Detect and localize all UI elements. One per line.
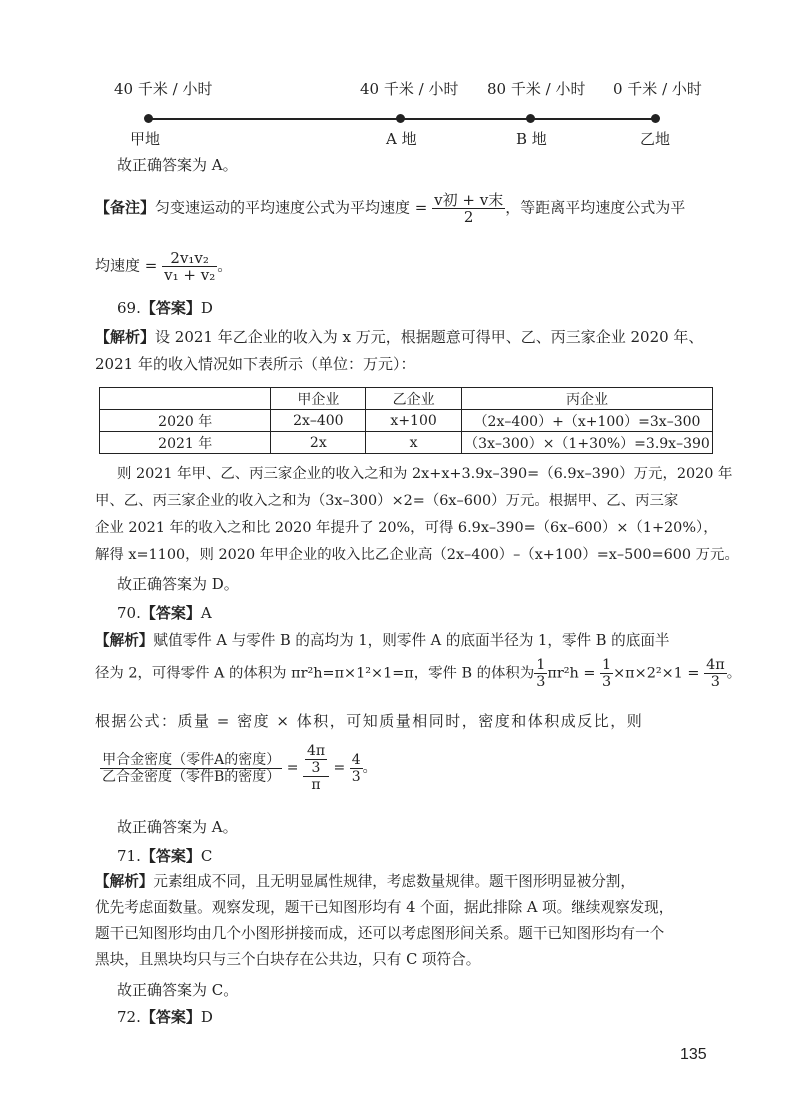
- q70-analysis-line3: 根据公式：质量 = 密度 × 体积，可知质量相同时，密度和体积成反比，则: [95, 712, 644, 730]
- note-text3: 均速度 =: [95, 256, 158, 275]
- density-ratio-equation: [100, 743, 377, 793]
- q69-para-line3: 企业 2021 年的收入之和比 2020 年提升了 20%，可得 6.9x–390=（6x–600）×（1+20%），: [95, 520, 718, 536]
- q70-volume-b: πr²h =: [547, 665, 596, 682]
- q71-analysis-line3: 题干已知图形均由几个小图形拼接而成，还可以考虑图形间关系。题干已知图形均有一个: [95, 925, 665, 942]
- table-header-cell: 甲企业: [271, 388, 366, 410]
- fraction-denominator: 3: [311, 760, 321, 776]
- one-third-fraction: [534, 657, 547, 690]
- table-cell: 2020 年: [100, 410, 271, 432]
- note-text: 匀变速运动的平均速度公式为平均速度 =: [155, 198, 428, 217]
- table-cell: x+100: [366, 410, 462, 432]
- q72-answer-tag: 【答案】: [140, 1008, 201, 1026]
- q69-para-line1: 则 2021 年甲、乙、丙三家企业的收入之和为 2x+x+3.9x–390=（6.9x–390）万元，2020 年: [117, 466, 733, 482]
- q70-conclusion: 故正确答案为 A。: [117, 818, 238, 836]
- equation-end: 。: [362, 760, 377, 776]
- four-pi-third-fraction: [305, 743, 327, 776]
- q69-analysis-line1: [95, 328, 703, 346]
- q70-answer-tag: 【答案】: [140, 604, 201, 622]
- q71-analysis-text: 元素组成不同，且无明显属性规律，考虑数量规律。题干图形明显被分割，: [153, 873, 635, 890]
- table-header-cell: 丙企业: [461, 388, 712, 410]
- table-header-row: [100, 388, 713, 410]
- q71-number: 71.: [117, 847, 141, 865]
- avg-speed-numerator: v初 + v末: [434, 191, 504, 209]
- fraction-denominator: 3: [601, 674, 612, 690]
- q71-answer: C: [200, 847, 213, 865]
- fraction-numerator: 1: [601, 657, 612, 673]
- point-marker-a: [396, 114, 405, 123]
- note-text2: ，等距离平均速度公式为平: [505, 198, 686, 217]
- table-header-cell: 乙企业: [366, 388, 462, 410]
- density-ratio-numerator: 甲合金密度（零件A的密度）: [100, 752, 282, 769]
- q70-volume-a: 径为 2，可得零件 A 的体积为 πr²h=π×1²×1=π，零件 B 的体积为: [95, 665, 535, 682]
- point-label-a: A 地: [386, 130, 417, 148]
- q71-analysis-tag: 【解析】: [95, 873, 154, 890]
- speed-label-start: 40 千米 / 小时: [114, 80, 213, 98]
- note-end: 。: [217, 256, 233, 275]
- q69-para-line2: 甲、乙、丙三家企业的收入之和为（3x–300）×2=（6x–600）万元。根据甲、乙、丙三家: [95, 493, 679, 509]
- q70-analysis-line2: [95, 657, 741, 690]
- q70-line-end: 。: [726, 665, 742, 682]
- fraction-numerator: 4π: [306, 743, 326, 759]
- fraction-numerator: 1: [536, 657, 546, 673]
- speed-label-end: 0 千米 / 小时: [613, 80, 702, 98]
- q71-analysis-line1: [95, 873, 635, 891]
- table-row: [100, 432, 713, 454]
- fraction-denominator: 3: [351, 768, 361, 785]
- table-cell: （3x–300）×（1+30%）=3.9x–390: [461, 432, 712, 454]
- speed-label-a: 40 千米 / 小时: [360, 80, 459, 98]
- fraction-numerator: 4π: [706, 657, 725, 673]
- q68-note: [95, 192, 685, 225]
- table-cell: 2021 年: [100, 432, 271, 454]
- table-header-cell: [100, 388, 271, 410]
- q69-answer-line: [117, 299, 213, 317]
- density-ratio-denominator: 乙合金密度（零件B的密度）: [102, 768, 281, 785]
- q71-analysis-line2: 优先考虑面数量。观察发现，题干已知图形均有 4 个面，据此排除 A 项。继续观察发现，: [95, 899, 674, 916]
- avg-speed-fraction: [432, 192, 505, 225]
- equals-sign: =: [333, 760, 346, 776]
- q69-analysis-tag: 【解析】: [95, 328, 156, 346]
- fraction-denominator: 3: [536, 674, 546, 690]
- equals-sign: =: [286, 760, 299, 776]
- fraction-numerator: 4: [351, 751, 361, 768]
- q69-conclusion: 故正确答案为 D。: [117, 575, 239, 593]
- q71-analysis-line4: 黑块，且黑块均只与三个白块存在公共边，只有 C 项符合。: [95, 951, 481, 968]
- q69-analysis-line2: 2021 年的收入情况如下表所示（单位：万元）：: [95, 355, 416, 373]
- q69-number: 69.: [117, 299, 141, 317]
- q70-analysis-text: 赋值零件 A 与零件 B 的高均为 1，则零件 A 的底面半径为 1，零件 B 的底面半: [153, 632, 670, 649]
- q70-volume-c: ×π×2²×1 =: [613, 665, 700, 682]
- point-marker-end: [651, 114, 660, 123]
- speed-label-b: 80 千米 / 小时: [487, 80, 586, 98]
- table-cell: 2x–400: [271, 410, 366, 432]
- q70-answer: A: [200, 604, 212, 622]
- point-marker-start: [144, 114, 153, 123]
- q70-answer-line: [117, 604, 212, 622]
- page-number: 135: [680, 1046, 707, 1063]
- table-cell: x: [366, 432, 462, 454]
- fraction-denominator: 3: [710, 674, 720, 690]
- point-label-start: 甲地: [130, 130, 161, 148]
- q68-note-cont: [95, 250, 232, 283]
- q69-answer-tag: 【答案】: [140, 299, 201, 317]
- q71-answer-line: [117, 847, 212, 865]
- q72-answer-line: [117, 1008, 213, 1026]
- avg-speed-denominator: 2: [463, 208, 474, 226]
- table-cell: （2x–400）+（x+100）=3x–300: [461, 410, 712, 432]
- q69-para-line4: 解得 x=1100，则 2020 年甲企业的收入比乙企业高（2x–400）–（x+100）=x–500=600 万元。: [95, 547, 739, 563]
- result-fraction: [350, 752, 363, 785]
- four-pi-third-fraction: [704, 657, 727, 690]
- point-label-end: 乙地: [640, 130, 671, 148]
- q70-analysis-tag: 【解析】: [95, 632, 154, 649]
- q69-answer: D: [200, 299, 213, 317]
- q72-answer: D: [200, 1008, 213, 1026]
- equal-distance-fraction: [162, 250, 217, 283]
- q70-number: 70.: [117, 604, 141, 622]
- volume-ratio-numerator: [303, 743, 329, 777]
- volume-ratio-denominator: π: [311, 777, 321, 793]
- note-tag: 【备注】: [95, 198, 156, 217]
- q70-analysis-line1: [95, 632, 670, 650]
- table-cell: 2x: [271, 432, 366, 454]
- income-table: [99, 387, 713, 454]
- equal-distance-numerator: 2v₁v₂: [162, 250, 217, 267]
- q72-number: 72.: [117, 1008, 141, 1026]
- table-row: [100, 410, 713, 432]
- q69-analysis-text: 设 2021 年乙企业的收入为 x 万元，根据题意可得甲、乙、丙三家企业 2020 年、: [155, 328, 704, 346]
- equal-distance-denominator: v₁ + v₂: [164, 266, 216, 284]
- volume-ratio-fraction: [303, 743, 329, 793]
- density-ratio-fraction: [100, 752, 282, 785]
- one-third-fraction: [600, 657, 613, 690]
- q68-conclusion: 故正确答案为 A。: [117, 156, 238, 174]
- q71-answer-tag: 【答案】: [140, 847, 201, 865]
- point-label-b: B 地: [516, 130, 547, 148]
- point-marker-b: [526, 114, 535, 123]
- q71-conclusion: 故正确答案为 C。: [117, 981, 239, 999]
